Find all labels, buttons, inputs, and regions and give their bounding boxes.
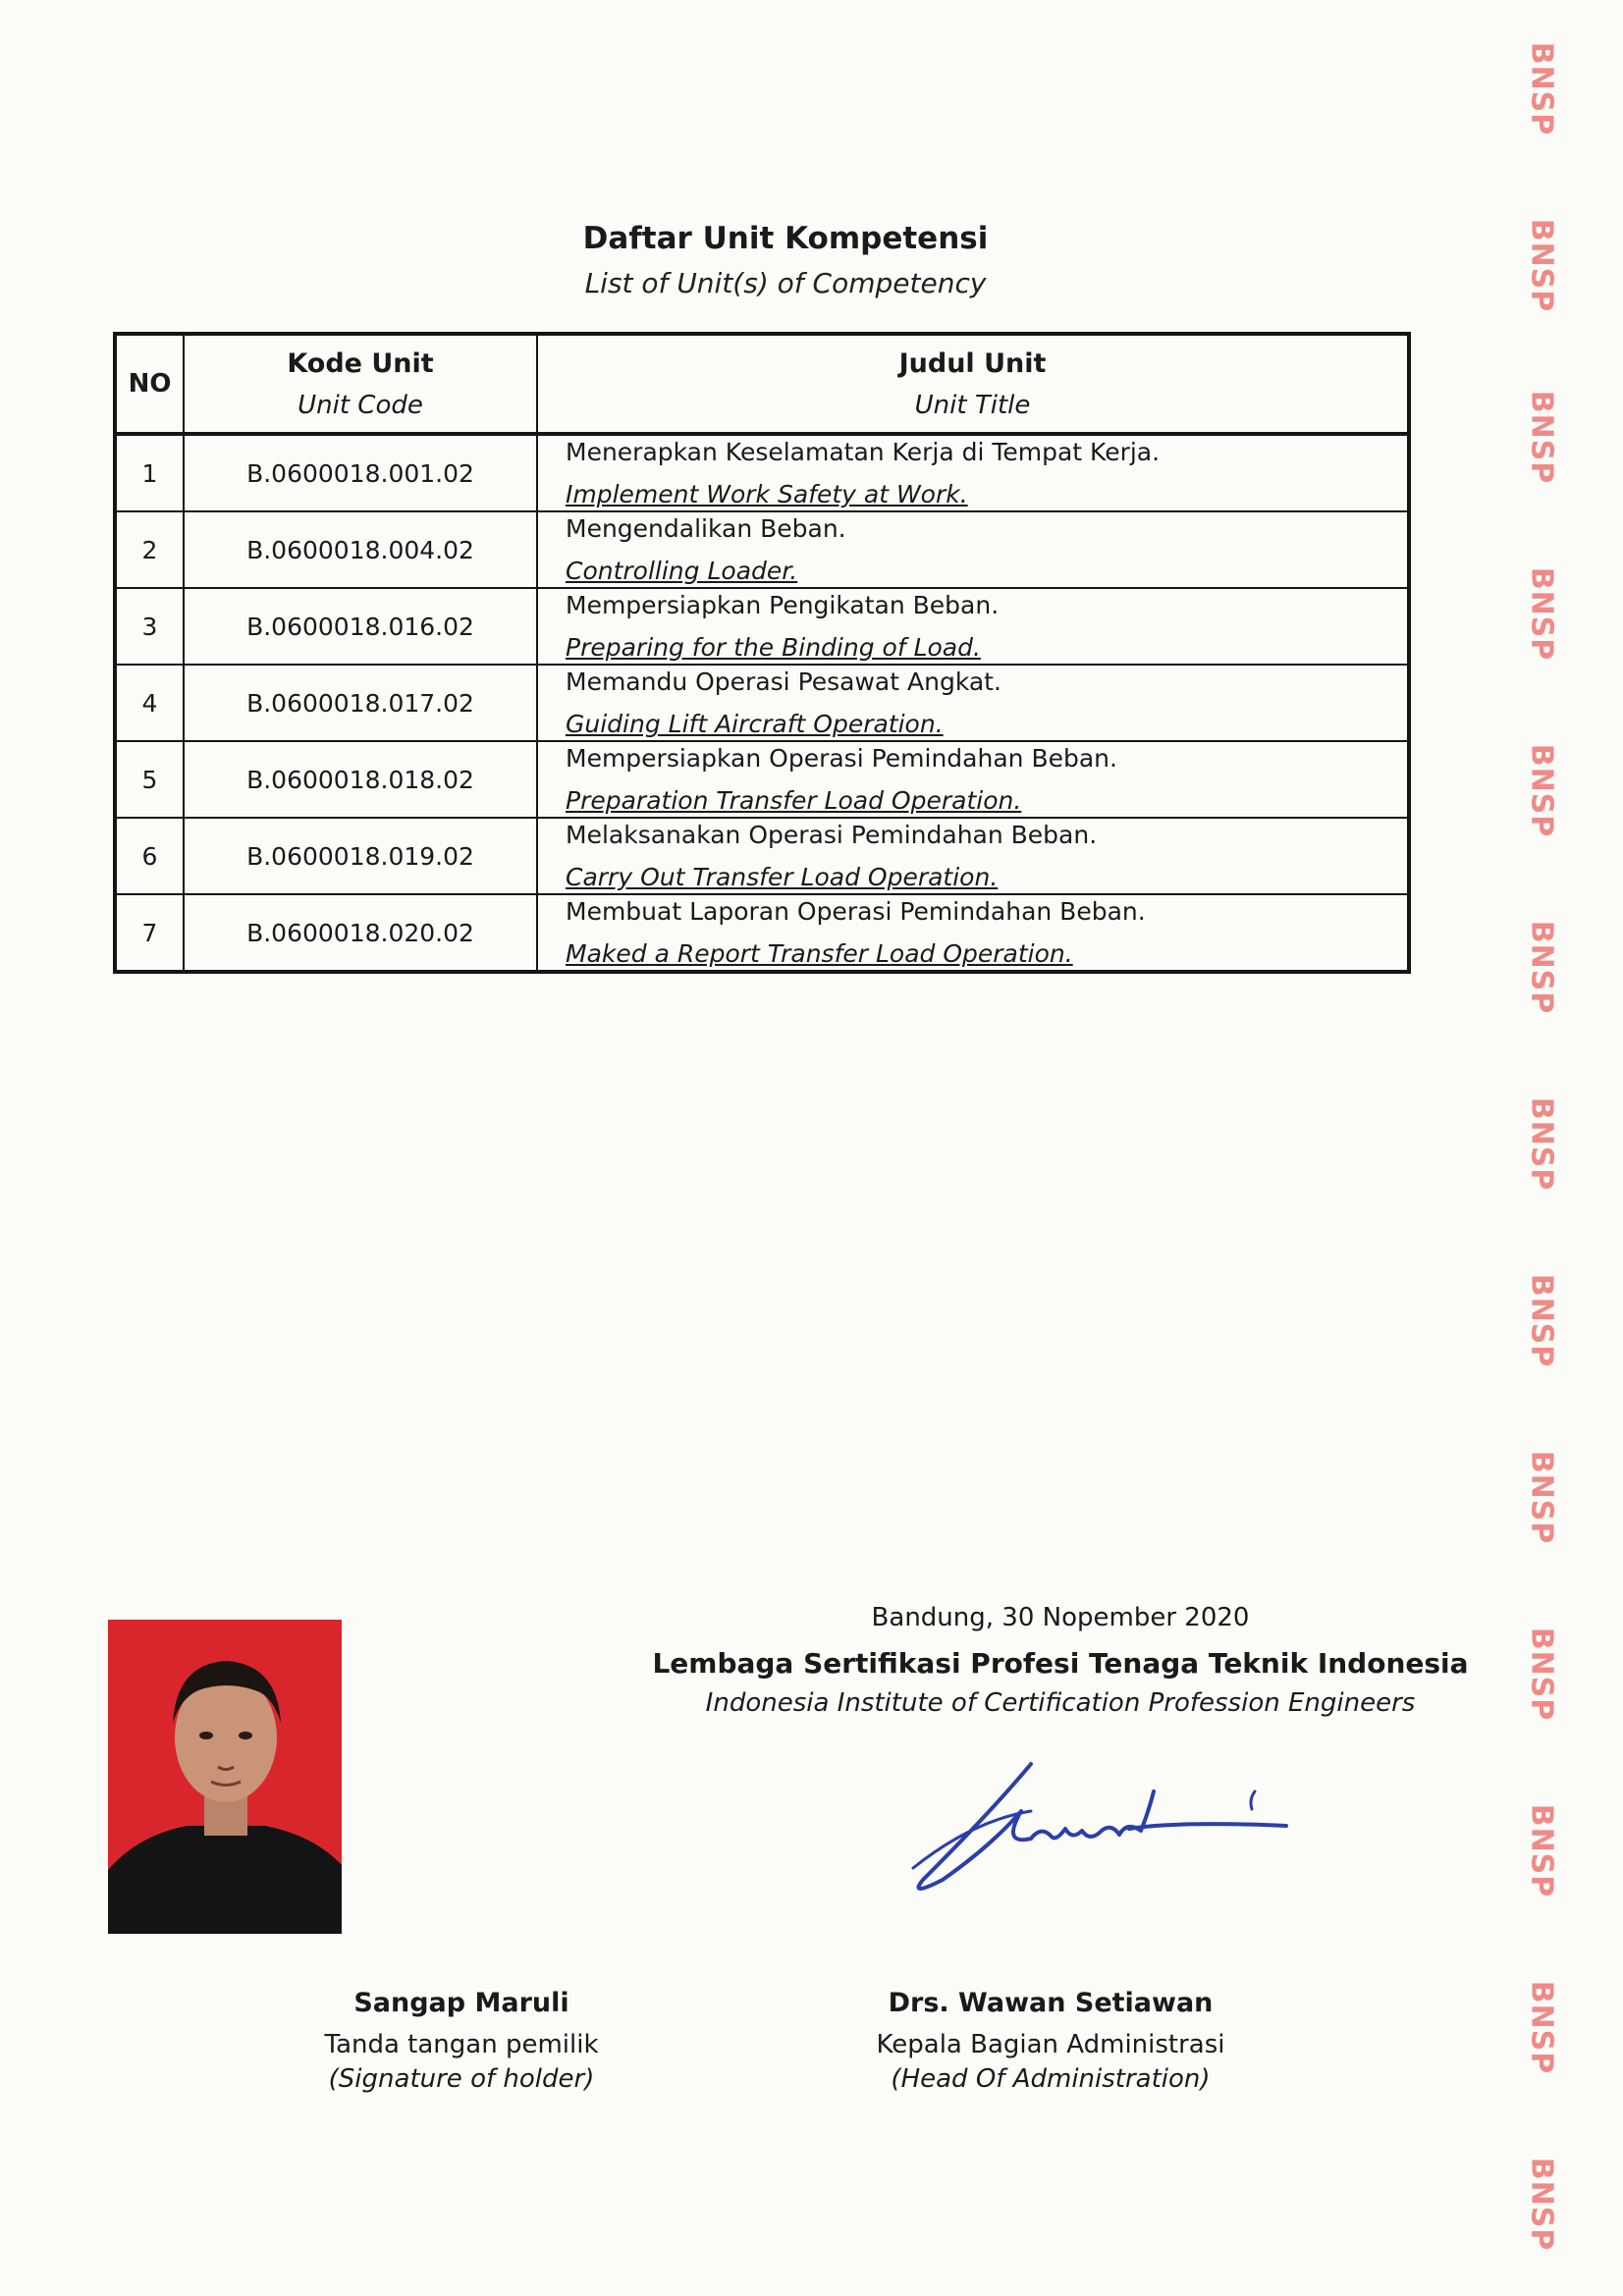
unit-title: Mengendalikan Beban. [566,514,846,543]
unit-title: Membuat Laporan Operasi Pemindahan Beban. [566,897,1146,926]
unit-title-cell [537,818,1409,894]
bnsp-watermark-text: BNSP [1524,1450,1559,1544]
bnsp-watermark-text: BNSP [1524,41,1559,135]
unit-code: B.0600018.020.02 [184,894,537,972]
unit-title-cell [537,665,1409,741]
unit-title-en: Preparing for the Binding of Load. [566,633,981,662]
unit-title: Menerapkan Keselamatan Kerja di Tempat Kerja. [566,438,1161,466]
bnsp-watermark-text: BNSP [1524,390,1559,484]
page-subtitle: List of Unit(s) of Competency [584,267,987,299]
unit-code: B.0600018.004.02 [184,511,537,588]
unit-title-cell [537,434,1409,511]
column-header-no: NO [115,334,184,434]
unit-title: Mempersiapkan Operasi Pemindahan Beban. [566,744,1117,773]
bnsp-watermark [1512,1085,1571,1202]
bnsp-watermark [1512,908,1571,1026]
issuer-organization-en: Indonesia Institute of Certification Profession Engineers [705,1688,1416,1718]
unit-code: B.0600018.001.02 [184,434,537,511]
issuer-role: Kepala Bagian Administrasi [876,2030,1225,2059]
bnsp-watermark-text: BNSP [1524,1096,1559,1191]
bnsp-watermark-text: BNSP [1524,743,1559,837]
table-row [115,741,1409,818]
bnsp-watermark-text: BNSP [1524,1627,1559,1721]
page-title: Daftar Unit Kompetensi [582,221,989,256]
bnsp-watermark [1512,2145,1571,2263]
issue-place-date: Bandung, 30 Nopember 2020 [871,1603,1250,1632]
unit-title: Memandu Operasi Pesawat Angkat. [566,667,1001,696]
bnsp-watermark-text: BNSP [1524,1980,1559,2074]
issuer-organization: Lembaga Sertifikasi Profesi Tenaga Teknik Indonesia [652,1647,1469,1680]
unit-title-en: Implement Work Safety at Work. [566,480,968,508]
unit-title-en: Guiding Lift Aircraft Operation. [566,710,944,738]
unit-number: 7 [115,894,184,972]
issuer-name: Drs. Wawan Setiawan [888,1988,1214,2018]
column-header-title-label: Judul Unit [898,347,1047,379]
table-row [115,818,1409,894]
bnsp-watermark [1512,1438,1571,1556]
unit-number: 6 [115,818,184,894]
issuer-role-en: (Head Of Administration) [891,2064,1211,2094]
column-header-code-label: Kode Unit [287,347,434,379]
bnsp-watermark-text: BNSP [1524,218,1559,312]
bnsp-watermark-text: BNSP [1524,2157,1559,2251]
column-header-code [184,334,537,434]
unit-code: B.0600018.019.02 [184,818,537,894]
unit-title-en: Controlling Loader. [566,557,798,585]
table-row [115,665,1409,741]
unit-code: B.0600018.018.02 [184,741,537,818]
holder-role: Tanda tangan pemilik [324,2030,599,2059]
unit-title-en: Maked a Report Transfer Load Operation. [566,939,1073,968]
bnsp-watermark-text: BNSP [1524,920,1559,1014]
column-header-title-label-en: Unit Title [914,390,1031,420]
holder-role-en: (Signature of holder) [328,2064,595,2094]
unit-title-cell [537,588,1409,665]
bnsp-watermark [1512,1615,1571,1733]
unit-code: B.0600018.017.02 [184,665,537,741]
unit-title: Mempersiapkan Pengikatan Beban. [566,591,1000,619]
table-row [115,894,1409,972]
bnsp-watermark [1512,378,1571,496]
unit-title-cell [537,511,1409,588]
bnsp-watermark [1512,731,1571,849]
unit-number: 2 [115,511,184,588]
holder-name: Sangap Maruli [353,1988,569,2018]
unit-title: Melaksanakan Operasi Pemindahan Beban. [566,821,1098,849]
table-row [115,588,1409,665]
bnsp-watermark-text: BNSP [1524,566,1559,661]
unit-code: B.0600018.016.02 [184,588,537,665]
bnsp-watermark-strip [1512,0,1571,2296]
bnsp-watermark [1512,1968,1571,2086]
unit-number: 3 [115,588,184,665]
unit-title-cell [537,741,1409,818]
bnsp-watermark [1512,29,1571,147]
unit-title-cell [537,894,1409,972]
table-header-row [115,334,1409,434]
bnsp-watermark-text: BNSP [1524,1803,1559,1897]
column-header-title [537,334,1409,434]
unit-title-en: Preparation Transfer Load Operation. [566,786,1022,815]
table-row [115,511,1409,588]
unit-number: 5 [115,741,184,818]
issuer-signature [884,1752,1296,1909]
competency-units-table [113,332,1411,974]
column-header-code-label-en: Unit Code [298,390,423,420]
unit-number: 4 [115,665,184,741]
unit-title-en: Carry Out Transfer Load Operation. [566,863,999,891]
bnsp-watermark-text: BNSP [1524,1273,1559,1367]
portrait-image [108,1620,342,1934]
holder-photo [108,1620,342,1934]
table-row [115,434,1409,511]
bnsp-watermark [1512,1791,1571,1909]
unit-number: 1 [115,434,184,511]
bnsp-watermark [1512,1261,1571,1379]
bnsp-watermark [1512,555,1571,672]
